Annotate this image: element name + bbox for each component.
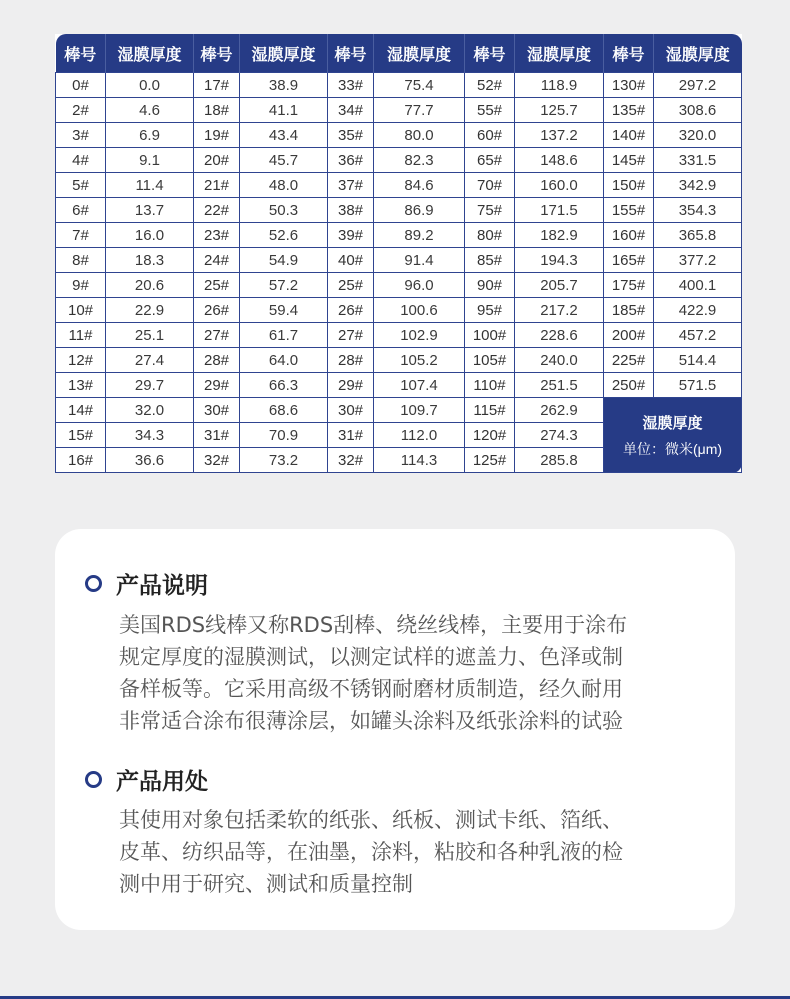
rod-number-cell: 27# (194, 323, 240, 348)
rod-number-cell: 145# (604, 148, 654, 173)
section-heading-description (85, 567, 208, 600)
thickness-cell: 342.9 (654, 173, 742, 198)
thickness-cell: 22.9 (106, 298, 194, 323)
rod-number-cell: 12# (56, 348, 106, 373)
rod-number-cell: 10# (56, 298, 106, 323)
rod-number-cell: 0# (56, 73, 106, 98)
rod-number-cell: 135# (604, 98, 654, 123)
text-line: 美国RDS线棒又称RDS刮棒、绕丝线棒，主要用于涂布 (119, 613, 628, 637)
rod-number-cell: 19# (194, 123, 240, 148)
table-row (56, 173, 742, 198)
rod-number-cell: 25# (194, 273, 240, 298)
rod-number-cell: 165# (604, 248, 654, 273)
col-header-thickness: 湿膜厚度 (106, 34, 194, 73)
table-row (56, 98, 742, 123)
rod-number-cell: 95# (465, 298, 515, 323)
thickness-cell: 205.7 (515, 273, 604, 298)
unit-note-title: 湿膜厚度 (642, 414, 703, 432)
rod-number-cell: 17# (194, 73, 240, 98)
rod-number-cell: 65# (465, 148, 515, 173)
thickness-cell: 148.6 (515, 148, 604, 173)
text-line: 规定厚度的湿膜测试，以测定试样的遮盖力、色泽或制 (119, 645, 623, 669)
col-header-rod-number: 棒号 (194, 34, 240, 73)
rod-number-cell: 25# (328, 273, 374, 298)
thickness-cell: 571.5 (654, 373, 742, 398)
rod-number-cell: 22# (194, 198, 240, 223)
product-description-card (55, 529, 735, 930)
rod-number-cell: 155# (604, 198, 654, 223)
thickness-cell: 57.2 (240, 273, 328, 298)
rod-number-cell: 40# (328, 248, 374, 273)
table-row (56, 348, 742, 373)
rod-number-cell: 28# (194, 348, 240, 373)
col-header-thickness: 湿膜厚度 (240, 34, 328, 73)
thickness-cell: 68.6 (240, 398, 328, 423)
text-line: 备样板等。它采用高级不锈钢耐磨材质制造，经久耐用 (119, 677, 623, 701)
circle-icon (85, 575, 102, 592)
thickness-cell: 285.8 (515, 448, 604, 473)
thickness-cell: 82.3 (374, 148, 465, 173)
section-body-description (119, 609, 719, 737)
rod-number-cell: 5# (56, 173, 106, 198)
thickness-cell: 217.2 (515, 298, 604, 323)
table-row (56, 198, 742, 223)
thickness-cell: 377.2 (654, 248, 742, 273)
rod-number-cell: 55# (465, 98, 515, 123)
thickness-cell: 100.6 (374, 298, 465, 323)
thickness-cell: 274.3 (515, 423, 604, 448)
thickness-cell: 240.0 (515, 348, 604, 373)
thickness-cell: 9.1 (106, 148, 194, 173)
rod-number-cell: 9# (56, 273, 106, 298)
thickness-cell: 43.4 (240, 123, 328, 148)
rod-number-cell: 160# (604, 223, 654, 248)
thickness-cell: 4.6 (106, 98, 194, 123)
rod-number-cell: 30# (194, 398, 240, 423)
rod-number-cell: 33# (328, 73, 374, 98)
rod-number-cell: 11# (56, 323, 106, 348)
thickness-cell: 118.9 (515, 73, 604, 98)
rod-number-cell: 52# (465, 73, 515, 98)
thickness-cell: 38.9 (240, 73, 328, 98)
thickness-cell: 59.4 (240, 298, 328, 323)
thickness-cell: 89.2 (374, 223, 465, 248)
rod-number-cell: 16# (56, 448, 106, 473)
thickness-cell: 107.4 (374, 373, 465, 398)
thickness-cell: 20.6 (106, 273, 194, 298)
thickness-cell: 77.7 (374, 98, 465, 123)
rod-number-cell: 35# (328, 123, 374, 148)
thickness-cell: 29.7 (106, 373, 194, 398)
thickness-cell: 160.0 (515, 173, 604, 198)
thickness-cell: 41.1 (240, 98, 328, 123)
rod-number-cell: 100# (465, 323, 515, 348)
rod-number-cell: 29# (194, 373, 240, 398)
text-line: 皮革、纺织品等，在油墨，涂料，粘胶和各种乳液的检 (119, 840, 623, 864)
rod-number-cell: 34# (328, 98, 374, 123)
thickness-cell: 36.6 (106, 448, 194, 473)
table-row (56, 223, 742, 248)
rod-number-cell: 21# (194, 173, 240, 198)
table-row (56, 323, 742, 348)
thickness-cell: 18.3 (106, 248, 194, 273)
rod-number-cell: 225# (604, 348, 654, 373)
table-row (56, 398, 742, 423)
rod-number-cell: 13# (56, 373, 106, 398)
table-row (56, 298, 742, 323)
col-header-rod-number: 棒号 (465, 34, 515, 73)
thickness-cell: 25.1 (106, 323, 194, 348)
thickness-cell: 80.0 (374, 123, 465, 148)
rod-number-cell: 125# (465, 448, 515, 473)
thickness-cell: 6.9 (106, 123, 194, 148)
thickness-cell: 27.4 (106, 348, 194, 373)
text-line: 测中用于研究、测试和质量控制 (119, 872, 413, 896)
rod-number-cell: 140# (604, 123, 654, 148)
thickness-cell: 365.8 (654, 223, 742, 248)
thickness-cell: 45.7 (240, 148, 328, 173)
thickness-cell: 125.7 (515, 98, 604, 123)
rod-number-cell: 6# (56, 198, 106, 223)
rod-number-cell: 27# (328, 323, 374, 348)
table-body (56, 73, 742, 473)
thickness-cell: 48.0 (240, 173, 328, 198)
rod-number-cell: 120# (465, 423, 515, 448)
thickness-cell: 86.9 (374, 198, 465, 223)
rod-number-cell: 39# (328, 223, 374, 248)
rod-number-cell: 115# (465, 398, 515, 423)
section-title: 产品说明 (116, 573, 208, 599)
thickness-cell: 137.2 (515, 123, 604, 148)
rod-number-cell: 110# (465, 373, 515, 398)
thickness-cell: 105.2 (374, 348, 465, 373)
rod-number-cell: 60# (465, 123, 515, 148)
rod-number-cell: 14# (56, 398, 106, 423)
thickness-cell: 16.0 (106, 223, 194, 248)
rod-number-cell: 80# (465, 223, 515, 248)
thickness-cell: 91.4 (374, 248, 465, 273)
thickness-cell: 0.0 (106, 73, 194, 98)
rod-number-cell: 70# (465, 173, 515, 198)
thickness-cell: 331.5 (654, 148, 742, 173)
thickness-cell: 52.6 (240, 223, 328, 248)
rod-number-cell: 37# (328, 173, 374, 198)
thickness-cell: 400.1 (654, 273, 742, 298)
thickness-cell: 84.6 (374, 173, 465, 198)
rod-number-cell: 3# (56, 123, 106, 148)
thickness-cell: 64.0 (240, 348, 328, 373)
rod-number-cell: 105# (465, 348, 515, 373)
thickness-cell: 112.0 (374, 423, 465, 448)
rod-number-cell: 20# (194, 148, 240, 173)
thickness-cell: 11.4 (106, 173, 194, 198)
table-row (56, 148, 742, 173)
col-header-thickness: 湿膜厚度 (654, 34, 742, 73)
thickness-cell: 61.7 (240, 323, 328, 348)
section-title: 产品用处 (116, 769, 208, 795)
rod-number-cell: 24# (194, 248, 240, 273)
rod-number-cell: 26# (194, 298, 240, 323)
rod-number-cell: 32# (328, 448, 374, 473)
thickness-cell: 228.6 (515, 323, 604, 348)
rod-number-cell: 31# (328, 423, 374, 448)
rod-number-cell: 250# (604, 373, 654, 398)
thickness-cell: 70.9 (240, 423, 328, 448)
circle-icon (85, 771, 102, 788)
thickness-cell: 308.6 (654, 98, 742, 123)
rod-number-cell: 28# (328, 348, 374, 373)
thickness-cell: 514.4 (654, 348, 742, 373)
rod-number-cell: 130# (604, 73, 654, 98)
rod-number-cell: 85# (465, 248, 515, 273)
thickness-cell: 66.3 (240, 373, 328, 398)
rod-number-cell: 7# (56, 223, 106, 248)
thickness-cell: 297.2 (654, 73, 742, 98)
rod-number-cell: 75# (465, 198, 515, 223)
wet-film-thickness-table (55, 34, 742, 473)
thickness-cell: 109.7 (374, 398, 465, 423)
thickness-cell: 50.3 (240, 198, 328, 223)
thickness-cell: 251.5 (515, 373, 604, 398)
table-row (56, 373, 742, 398)
rod-number-cell: 29# (328, 373, 374, 398)
thickness-cell: 32.0 (106, 398, 194, 423)
rod-number-cell: 36# (328, 148, 374, 173)
rod-number-cell: 38# (328, 198, 374, 223)
table-row (56, 273, 742, 298)
table-row (56, 248, 742, 273)
thickness-cell: 96.0 (374, 273, 465, 298)
text-line: 非常适合涂布很薄涂层，如罐头涂料及纸张涂料的试验 (119, 709, 623, 733)
table-row (56, 73, 742, 98)
col-header-thickness: 湿膜厚度 (374, 34, 465, 73)
thickness-cell: 171.5 (515, 198, 604, 223)
rod-number-cell: 26# (328, 298, 374, 323)
section-heading-usage (85, 763, 208, 796)
rod-number-cell: 90# (465, 273, 515, 298)
rod-number-cell: 31# (194, 423, 240, 448)
thickness-cell: 34.3 (106, 423, 194, 448)
table-row (56, 123, 742, 148)
rod-number-cell: 2# (56, 98, 106, 123)
thickness-cell: 262.9 (515, 398, 604, 423)
col-header-rod-number: 棒号 (328, 34, 374, 73)
unit-note-cell (604, 398, 742, 473)
col-header-rod-number: 棒号 (56, 34, 106, 73)
rod-number-cell: 200# (604, 323, 654, 348)
unit-note-text: 单位：微米(μm) (622, 440, 723, 457)
thickness-cell: 194.3 (515, 248, 604, 273)
thickness-cell: 75.4 (374, 73, 465, 98)
col-header-rod-number: 棒号 (604, 34, 654, 73)
thickness-cell: 320.0 (654, 123, 742, 148)
rod-number-cell: 175# (604, 273, 654, 298)
rod-number-cell: 18# (194, 98, 240, 123)
col-header-thickness: 湿膜厚度 (515, 34, 604, 73)
text-line: 其使用对象包括柔软的纸张、纸板、测试卡纸、箔纸、 (119, 808, 623, 832)
section-body-usage (119, 804, 719, 900)
thickness-cell: 457.2 (654, 323, 742, 348)
thickness-cell: 102.9 (374, 323, 465, 348)
rod-number-cell: 15# (56, 423, 106, 448)
thickness-cell: 114.3 (374, 448, 465, 473)
table-header-row (56, 34, 742, 73)
thickness-cell: 354.3 (654, 198, 742, 223)
rod-number-cell: 8# (56, 248, 106, 273)
rod-number-cell: 32# (194, 448, 240, 473)
rod-number-cell: 150# (604, 173, 654, 198)
rod-number-cell: 23# (194, 223, 240, 248)
thickness-cell: 13.7 (106, 198, 194, 223)
rod-number-cell: 4# (56, 148, 106, 173)
rod-number-cell: 185# (604, 298, 654, 323)
thickness-cell: 182.9 (515, 223, 604, 248)
thickness-cell: 422.9 (654, 298, 742, 323)
thickness-cell: 73.2 (240, 448, 328, 473)
thickness-cell: 54.9 (240, 248, 328, 273)
rod-number-cell: 30# (328, 398, 374, 423)
